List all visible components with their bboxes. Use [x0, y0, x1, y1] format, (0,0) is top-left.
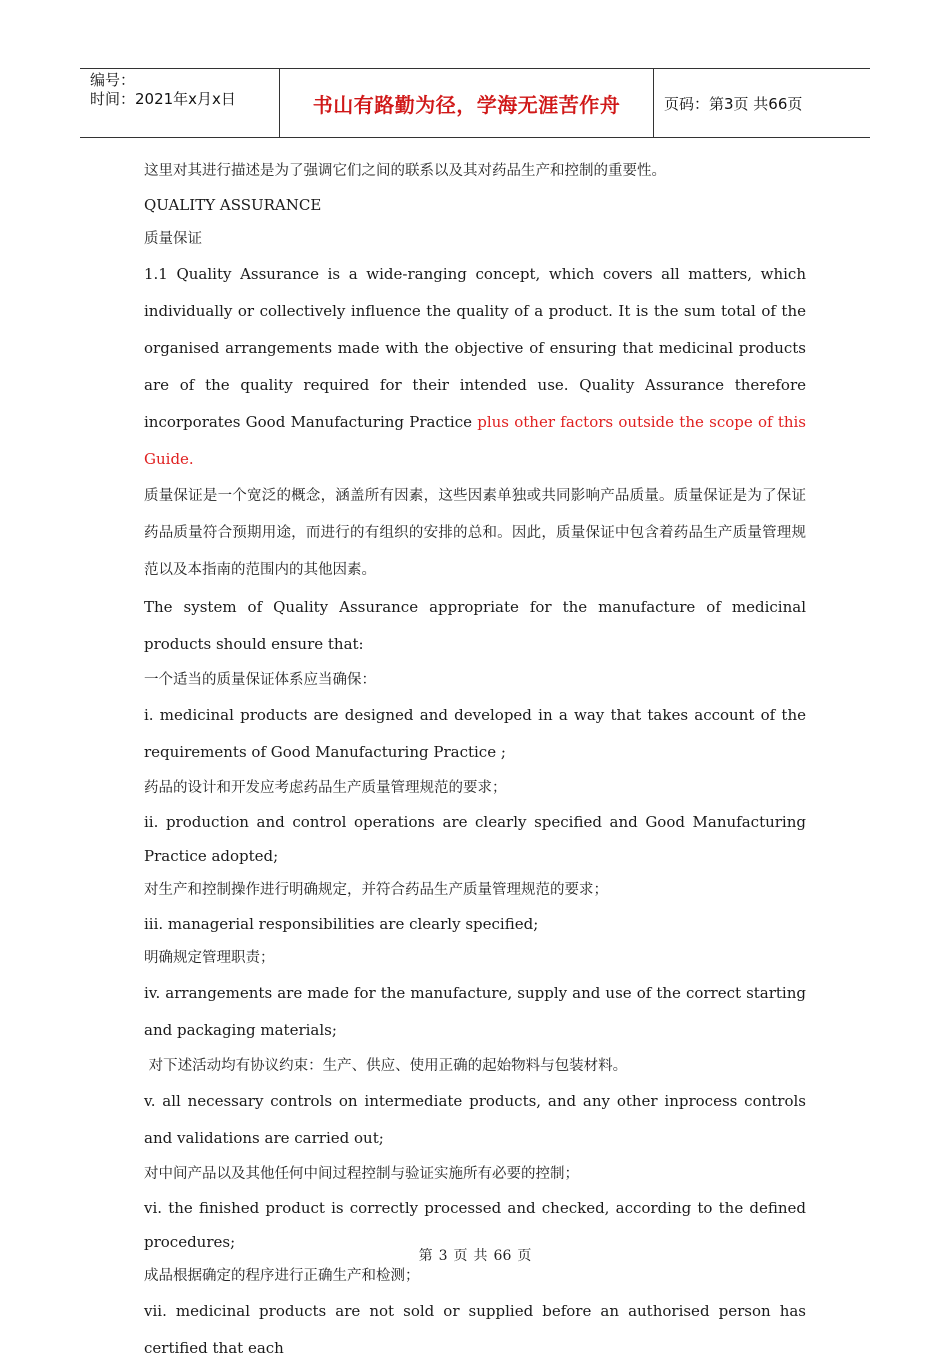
paragraph-1-1-text: 1.1 Quality Assurance is a wide-ranging concept, which covers all matters, which individually or collectively influence the quality of a product. It is the sum total of the organised arrangements made with the objective of ensuring that medicinal products are of the quality required for their intended use. Quality Assurance therefore incorporates Good Manufacturing Practice: [144, 265, 806, 431]
footer-word-di: 第: [418, 1248, 433, 1264]
footer-word-gong: 共: [473, 1248, 488, 1264]
header-page-info: 页码：第3页 共66页: [664, 94, 803, 113]
list-item-i-zh: 药品的设计和开发应考虑药品生产质量管理规范的要求；: [144, 780, 507, 796]
page-header: [80, 68, 870, 138]
list-item-vi-zh: 成品根据确定的程序进行正确生产和检测；: [144, 1268, 420, 1284]
list-item-iii-zh: 明确规定管理职责；: [144, 950, 275, 966]
list-item-iii: iii. managerial responsibilities are clearly specified;: [144, 915, 539, 933]
list-item-ii-zh: 对生产和控制操作进行明确规定，并符合药品生产质量管理规范的要求；: [144, 882, 608, 898]
highlighted-text: plus other factors outside the scope of this Guide.: [144, 413, 807, 468]
header-meta: [80, 69, 280, 137]
list-item-iv-zh: 对下述活动均有协议约束：生产、供应、使用正确的起始物料与包装材料。: [144, 1058, 628, 1074]
list-item-vii: vii. medicinal products are not sold or supplied before an authorised person has certified that each: [144, 1302, 806, 1357]
paragraph-system-zh: 一个适当的质量保证体系应当确保：: [144, 672, 376, 688]
list-item-i: i. medicinal products are designed and developed in a way that takes account of the requirements of Good Manufacturing Practice ;: [144, 706, 806, 761]
paragraph-1-1-zh: 质量保证是一个宽泛的概念，涵盖所有因素，这些因素单独或共同影响产品质量。质量保证是为了保证药品质量符合预期用途，而进行的有组织的安排的总和。因此，质量保证中包含着药品生产质量管理规范以及本指南的范围内的其他因素。: [144, 488, 806, 578]
paragraph-system: The system of Quality Assurance appropriate for the manufacture of medicinal products should ensure that:: [144, 598, 806, 653]
section-heading-zh: 质量保证: [144, 231, 202, 247]
paragraph-1-1: [144, 256, 806, 478]
number-label: 编号：: [90, 71, 136, 89]
list-item-v: v. all necessary controls on intermediate products, and any other inprocess controls and validations are carried out;: [144, 1092, 806, 1147]
document-body: [144, 154, 806, 1367]
section-heading-en: QUALITY ASSURANCE: [144, 196, 322, 214]
paragraph-intro: 这里对其进行描述是为了强调它们之间的联系以及其对药品生产和控制的重要性。: [144, 163, 666, 179]
list-item-v-zh: 对中间产品以及其他任何中间过程控制与验证实施所有必要的控制；: [144, 1166, 579, 1182]
list-item-vi: vi. the finished product is correctly processed and checked, according to the defined procedures;: [144, 1199, 806, 1251]
list-item-iv: iv. arrangements are made for the manufacture, supply and use of the correct starting and packaging materials;: [144, 984, 806, 1039]
time-label: 时间：2021年x月x日: [90, 90, 236, 108]
footer-page-number: 3: [438, 1248, 448, 1264]
footer-total-pages: 66: [493, 1248, 512, 1264]
page-footer: [0, 1245, 950, 1265]
footer-word-ye: 页: [453, 1248, 468, 1264]
list-item-ii: ii. production and control operations are clearly specified and Good Manufacturing Practice adopted;: [144, 813, 806, 865]
header-motto: 书山有路勤为径，学海无涯苦作舟: [280, 69, 654, 137]
footer-word-ye-2: 页: [517, 1248, 532, 1264]
